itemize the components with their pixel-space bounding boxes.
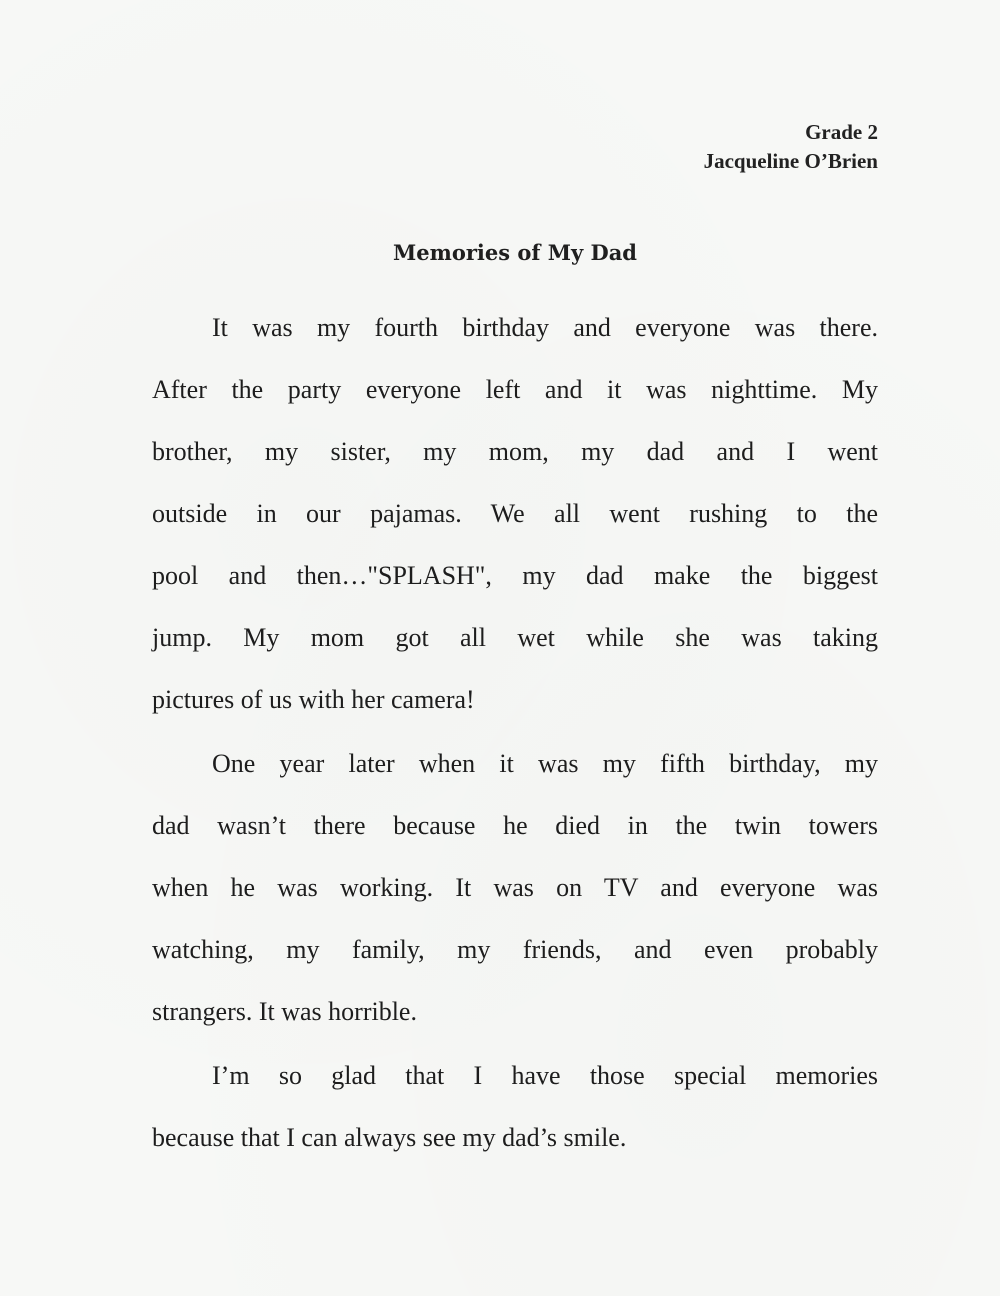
text-line: when he was working. It was on TV and everyone was	[152, 873, 878, 902]
text-line: It was my fourth birthday and everyone was there.	[212, 313, 878, 342]
author-header	[704, 118, 878, 176]
text-line: outside in our pajamas. We all went rushing to the	[152, 499, 878, 528]
text-line: because that I can always see my dad’s smile.	[152, 1123, 627, 1152]
text-line: watching, my family, my friends, and even probably	[152, 935, 878, 964]
text-line: pool and then…"SPLASH", my dad make the biggest	[152, 561, 878, 590]
text-line: One year later when it was my fifth birthday, my	[212, 749, 878, 778]
text-line: dad wasn’t there because he died in the twin towers	[152, 811, 878, 840]
text-line: jump. My mom got all wet while she was taking	[152, 623, 878, 652]
text-line: After the party everyone left and it was nighttime. My	[152, 375, 878, 404]
text-line: strangers. It was horrible.	[152, 997, 417, 1026]
text-line: brother, my sister, my mom, my dad and I went	[152, 437, 878, 466]
author-name: Jacqueline O’Brien	[703, 149, 878, 173]
grade-label: Grade 2	[805, 120, 878, 144]
essay-title: Memories of My Dad	[393, 240, 637, 265]
text-line: pictures of us with her camera!	[152, 685, 475, 714]
text-line: I’m so glad that I have those special memories	[212, 1061, 878, 1090]
